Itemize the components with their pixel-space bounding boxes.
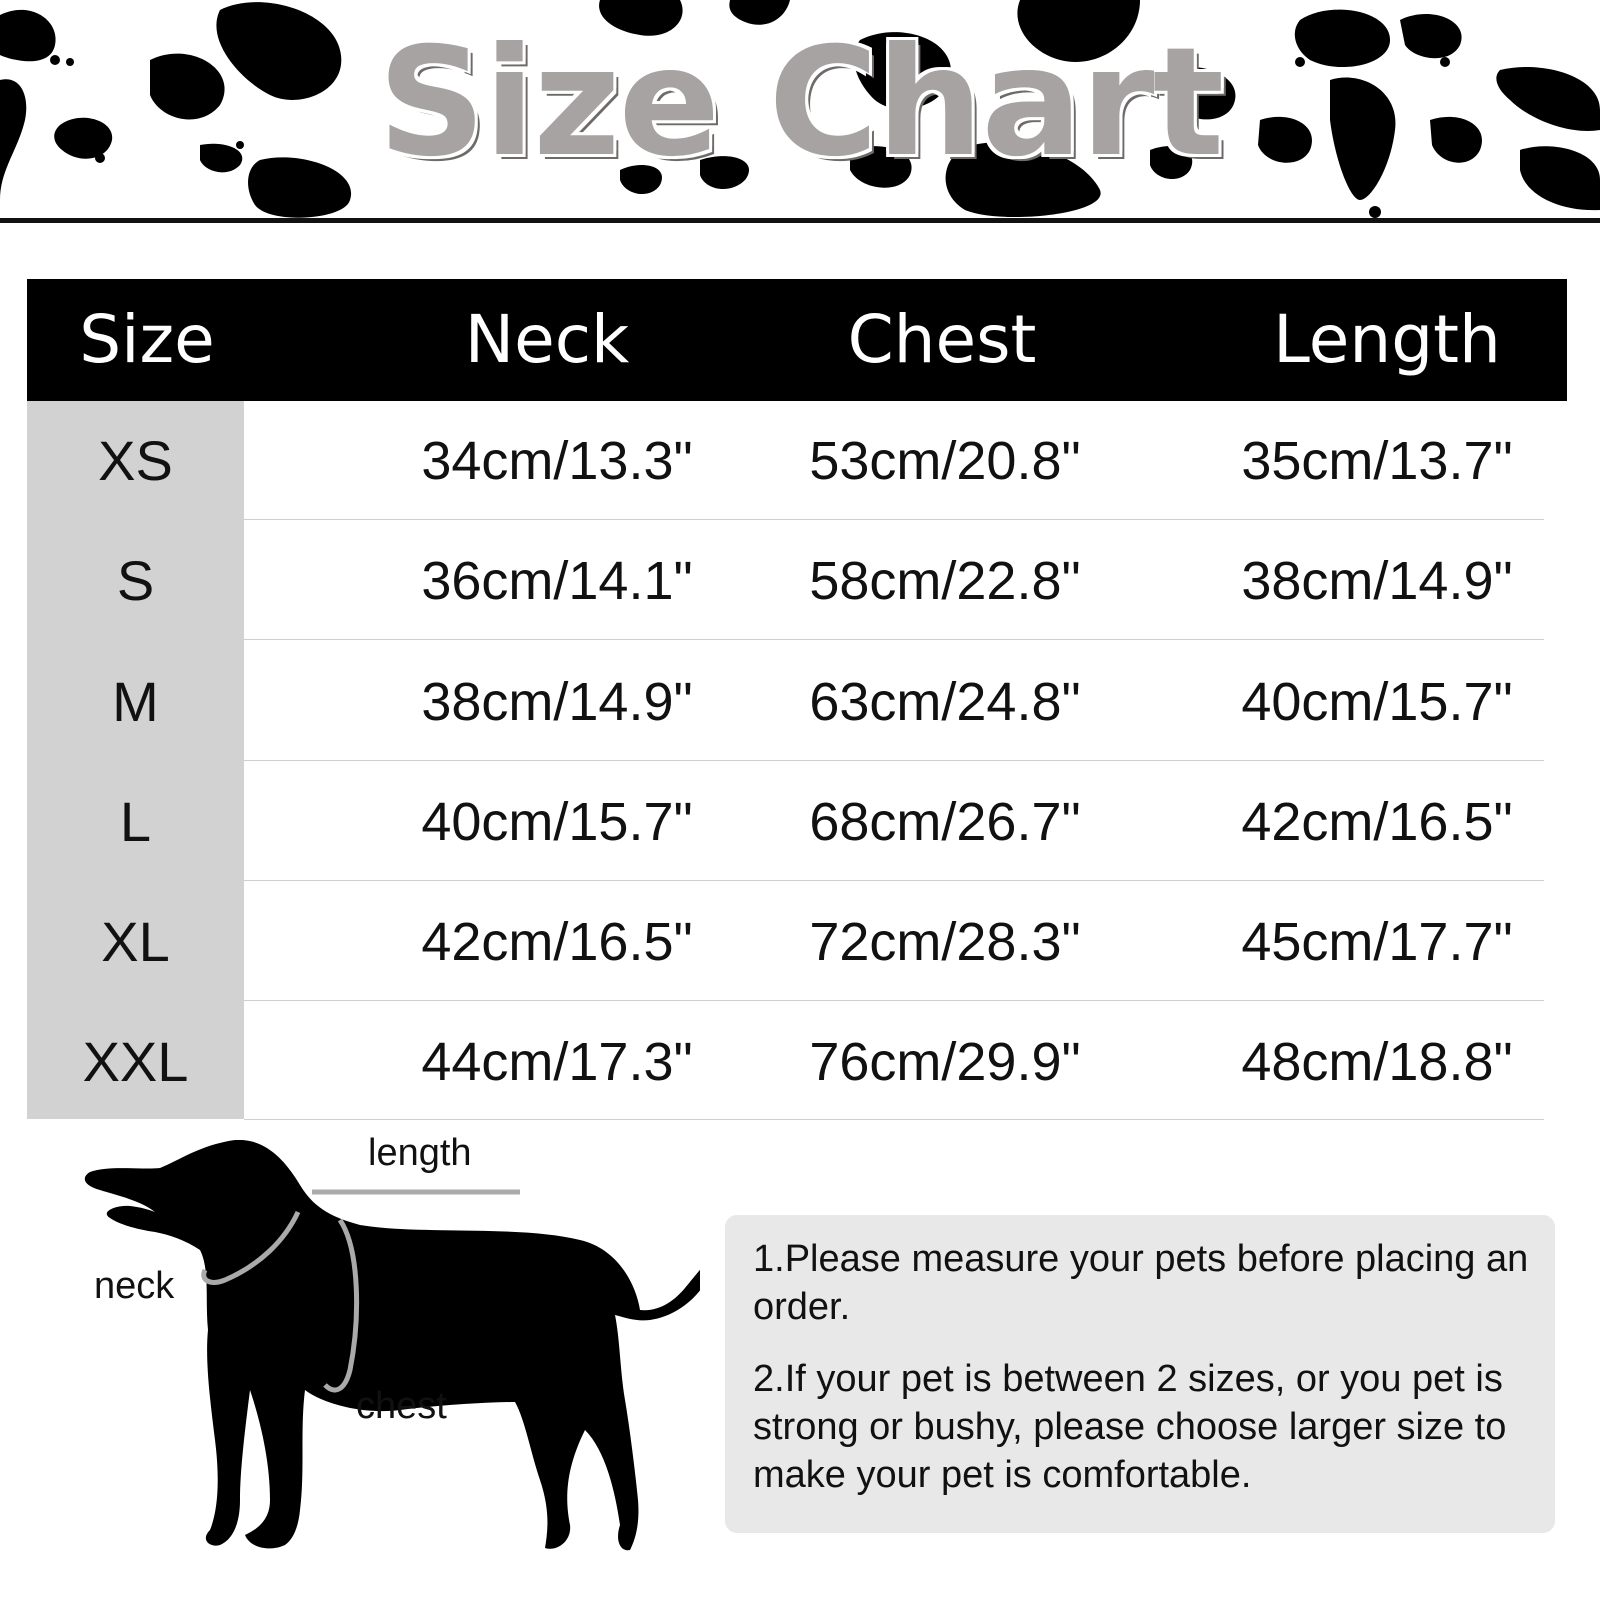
table-row: [27, 1002, 1567, 1122]
length-cell: 45cm/17.7": [1241, 912, 1513, 972]
neck-cell: 44cm/17.3": [421, 1032, 693, 1092]
chest-cell: 58cm/22.8": [809, 551, 1081, 611]
page-title: Size Chart: [377, 16, 1223, 190]
chest-cell: 72cm/28.3": [809, 912, 1081, 972]
column-header-chest: Chest: [847, 301, 1037, 378]
size-cell: M: [112, 670, 159, 733]
column-header-neck: Neck: [464, 301, 630, 378]
dog-measurement-diagram: [60, 1132, 700, 1580]
table-header: [27, 279, 1567, 401]
table-row: [27, 882, 1567, 1002]
chest-label: chest: [356, 1385, 447, 1427]
chest-cell: 53cm/20.8": [809, 431, 1081, 491]
length-cell: 38cm/14.9": [1241, 551, 1513, 611]
chest-cell: 68cm/26.7": [809, 792, 1081, 852]
length-label: length: [368, 1132, 472, 1174]
neck-cell: 40cm/15.7": [421, 792, 693, 852]
neck-cell: 34cm/13.3": [421, 431, 693, 491]
chest-cell: 76cm/29.9": [809, 1032, 1081, 1092]
row-divider: [244, 639, 1544, 640]
notes-box: [725, 1215, 1555, 1533]
neck-cell: 38cm/14.9": [421, 672, 693, 732]
note-1: 1.Please measure your pets before placing an order.: [753, 1238, 1529, 1328]
table-row: [27, 642, 1567, 762]
note-2: 2.If your pet is between 2 sizes, or you pet is strong or bushy, please choose larger size to make your pet is comfortable.: [753, 1358, 1507, 1496]
row-divider: [244, 519, 1544, 520]
size-cell: XS: [98, 429, 173, 492]
size-cell: S: [116, 549, 155, 612]
length-cell: 40cm/15.7": [1241, 672, 1513, 732]
size-cell: XXL: [82, 1030, 189, 1093]
length-cell: 35cm/13.7": [1241, 431, 1513, 491]
neck-cell: 36cm/14.1": [421, 551, 693, 611]
chest-cell: 63cm/24.8": [809, 672, 1081, 732]
size-cell: XL: [101, 910, 170, 973]
length-cell: 42cm/16.5": [1241, 792, 1513, 852]
neck-label: neck: [94, 1265, 175, 1307]
length-cell: 48cm/18.8": [1241, 1032, 1513, 1092]
column-header-size: Size: [79, 301, 215, 378]
column-header-length: Length: [1273, 301, 1501, 378]
row-divider: [244, 1000, 1544, 1001]
cow-print-banner: [0, 0, 1600, 220]
row-divider: [244, 1119, 1544, 1120]
table-row: [27, 762, 1567, 882]
row-divider: [244, 880, 1544, 881]
size-cell: L: [119, 790, 152, 853]
neck-cell: 42cm/16.5": [421, 912, 693, 972]
row-divider: [244, 760, 1544, 761]
table-row: [27, 401, 1567, 521]
banner-divider: [0, 218, 1600, 223]
dog-silhouette-icon: [60, 1140, 700, 1580]
table-row: [27, 521, 1567, 641]
